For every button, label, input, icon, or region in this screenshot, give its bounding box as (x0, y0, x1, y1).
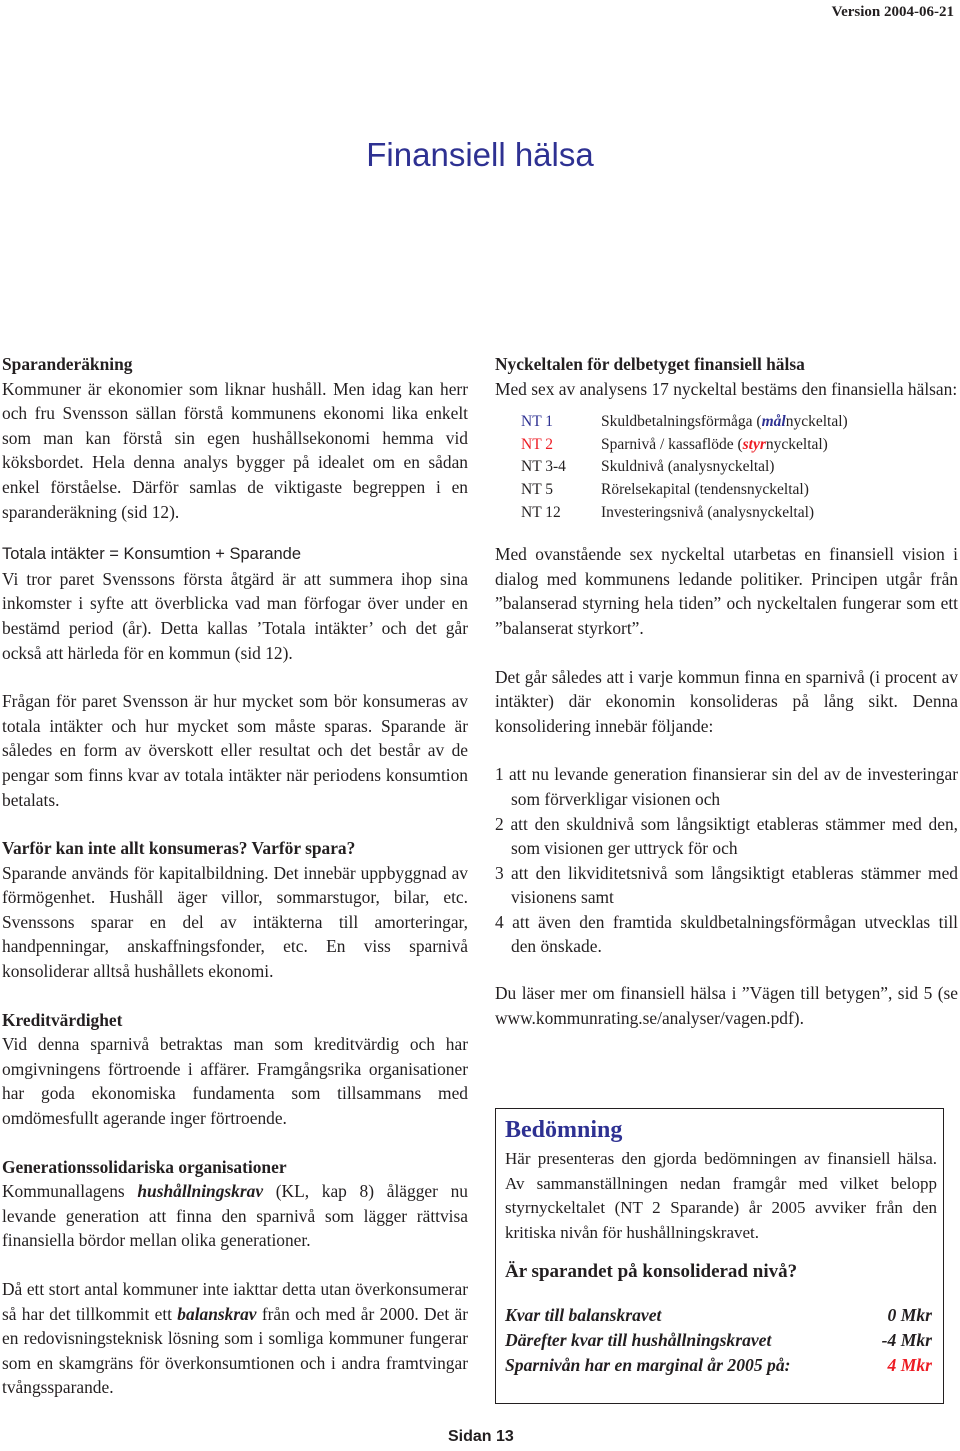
box-question: Är sparandet på konsoliderad nivå? (505, 1261, 798, 1282)
section-heading: Sparanderäkning (2, 354, 133, 374)
nt-code: NT 5 (521, 480, 554, 498)
table-row (505, 1353, 932, 1378)
nt-desc: Rörelsekapital (tendensnyckeltal) (601, 480, 809, 498)
nt-desc: Skuldbetalningsförmåga (målnyckeltal) (601, 413, 848, 431)
paragraph: Med ovanstående sex nyckeltal utarbetas en finansiell vision i dialog med kommunens ledande politiker. Principen utgår från ”balanserad styrning hela tiden” och nyckeltalen fungerar som ett ”balanserat styrkort”. (495, 544, 958, 638)
paragraph-part: (KL, kap 8) ålägger nu levande generation att finna den sparnivå som lägger rättvisa finansiella bördor mellan olika generationer. (2, 1181, 468, 1251)
list-item (521, 479, 958, 502)
section-heading: Generationssolidariska organisationer (2, 1156, 287, 1177)
page-title: Finansiell hälsa (366, 136, 594, 173)
row-label: Kvar till balanskravet (505, 1305, 662, 1325)
section-kredit (2, 1008, 468, 1131)
row-value: -4 Mkr (881, 1330, 932, 1350)
list-item: 3 att den likviditetsnivå som långsiktigt etableras stämmer med visionens samt (495, 862, 958, 908)
emphasis: hushållningskrav (137, 1181, 264, 1202)
row-value: 4 Mkr (887, 1355, 932, 1375)
section-generation (2, 1155, 468, 1253)
list-item: 2 att den skuldnivå som långsiktigt etableras stämmer med den, som visionen ger uttryck för och (495, 813, 958, 859)
section-totala (2, 542, 468, 665)
table-row (505, 1303, 932, 1328)
paragraph: Kommuner är ekonomier som liknar hushåll. Men idag kan herr och fru Svensson sällan förstå kommunens ekonomi lika enkelt som man kan förstå sin egen hushållsekonomi hemma vid köksbordet. Hela denna analys bygger på idealet om en sådan enkel förståelse. Därför samlas de viktigaste begreppen i en sparanderäkning (sid 12). (2, 378, 468, 522)
section-heading: Varför kan inte allt konsumeras? Varför spara? (2, 838, 356, 859)
nt-code: NT 2 (521, 435, 554, 453)
row-value: 0 Mkr (887, 1305, 932, 1325)
bedomning-box (495, 1108, 944, 1404)
section-varfor (2, 836, 468, 984)
list-item (521, 434, 958, 457)
nt-desc: Sparnivå / kassaflöde (styrnyckeltal) (601, 435, 828, 453)
row-label: Sparnivån har en marginal år 2005 på: (505, 1355, 791, 1375)
emphasis: balanskrav (177, 1303, 257, 1324)
nt-desc: Investeringsnivå (analysnyckeltal) (601, 503, 815, 521)
assessment-table (505, 1303, 932, 1378)
section-heading: Kreditvärdighet (2, 1009, 123, 1030)
nt-code: NT 12 (521, 503, 561, 521)
list-item (521, 456, 958, 479)
paragraph: Vid denna sparnivå betraktas man som kreditvärdig och har omgivningens förtroende i affärer. Framgångsrika organisationer har goda ekonomiska fundamenta som tillsammans med omdömesfullt agerande inger förtroende. (2, 1034, 468, 1129)
nt-desc: Skuldnivå (analysnyckeltal) (601, 458, 775, 476)
paragraph: Vi tror paret Svenssons första åtgärd är att summera ihop sina inkomster i syfte att överblicka vad man förfogar över under en bestämd period (år). Detta kallas ’Totala intäkter’ och det går också att härleda för en kommun (sid 12). (2, 568, 468, 663)
nyckeltal-list (521, 411, 958, 524)
paragraph-part: Kommunallagens (2, 1181, 138, 1202)
paragraph: Sparande används för kapitalbildning. Det innebär uppbyggnad av förmögenhet. Hushåll äger villor, sommarstugor, bilar, etc. Svenssons sparar en del av intäkterna till amorteringar, handpenningar, anskaffningsfonder, etc. En viss sparnivå konsoliderar alltså hushållets ekonomi. (2, 862, 468, 982)
section-nyckeltal (495, 352, 958, 401)
right-column (495, 352, 958, 1054)
table-row (505, 1328, 932, 1353)
version-label: Version 2004-06-21 (831, 4, 954, 20)
section-heading: Totala intäkter = Konsumtion + Sparande (2, 545, 302, 564)
list-item: 1 att nu levande generation finansierar sin del av de investeringar som förverkligar visionen och (495, 764, 958, 809)
list-item (521, 411, 958, 434)
konsolidering-list (495, 762, 958, 959)
section-sparanderakning (2, 352, 468, 524)
nt-code: NT 1 (521, 413, 554, 431)
page-number: Sidan 13 (448, 1428, 514, 1445)
paragraph: Du läser mer om finansiell hälsa i ”Vägen till betygen”, sid 5 (se www.kommunrating.se/analyser/vagen.pdf). (495, 983, 958, 1028)
left-column (2, 352, 468, 1424)
box-heading: Bedömning (505, 1117, 623, 1143)
section-heading: Nyckeltalen för delbetyget finansiell hälsa (495, 354, 805, 374)
list-item (521, 502, 958, 525)
paragraph: Det går således att i varje kommun finna en sparnivå (i procent av intäkter) där ekonomin konsolideras på lång sikt. Denna konsolidering innebär följande: (495, 666, 958, 736)
paragraph-part: från och med år 2000. Det är en redovisningsteknisk lösning som i somliga kommuner fungerar som en skamgräns för överkonsumtionen och i andra framtvingar tvångssparande. (2, 1303, 468, 1398)
nt-code: NT 3-4 (521, 458, 566, 476)
paragraph-part: Då ett stort antal kommuner inte iakttar detta utan överkonsumerar så har det tillkommit ett (2, 1279, 468, 1324)
paragraph: Med sex av analysens 17 nyckeltal bestäms den finansiella hälsan: (495, 378, 958, 399)
row-label: Därefter kvar till hushållningskravet (505, 1330, 772, 1350)
paragraph (2, 1277, 468, 1400)
paragraph: Frågan för paret Svensson är hur mycket som bör konsumeras av totala intäkter och hur mycket som måste sparas. Sparande är således en form av överskott eller resultat och det består av de pengar som finns kvar av totala intäkter när periodens konsumtion betalats. (2, 691, 468, 810)
list-item: 4 att även den framtida skuldbetalningsförmågan utvecklas till den önskade. (495, 911, 958, 957)
box-text: Här presenteras den gjorda bedömningen av finansiell hälsa. Av sammanställningen nedan framgår med vilket belopp styrnyckeltalet (NT 2 Sparande) år 2005 avviker från den kritiska nivån för hushållningskravet. (505, 1149, 937, 1242)
